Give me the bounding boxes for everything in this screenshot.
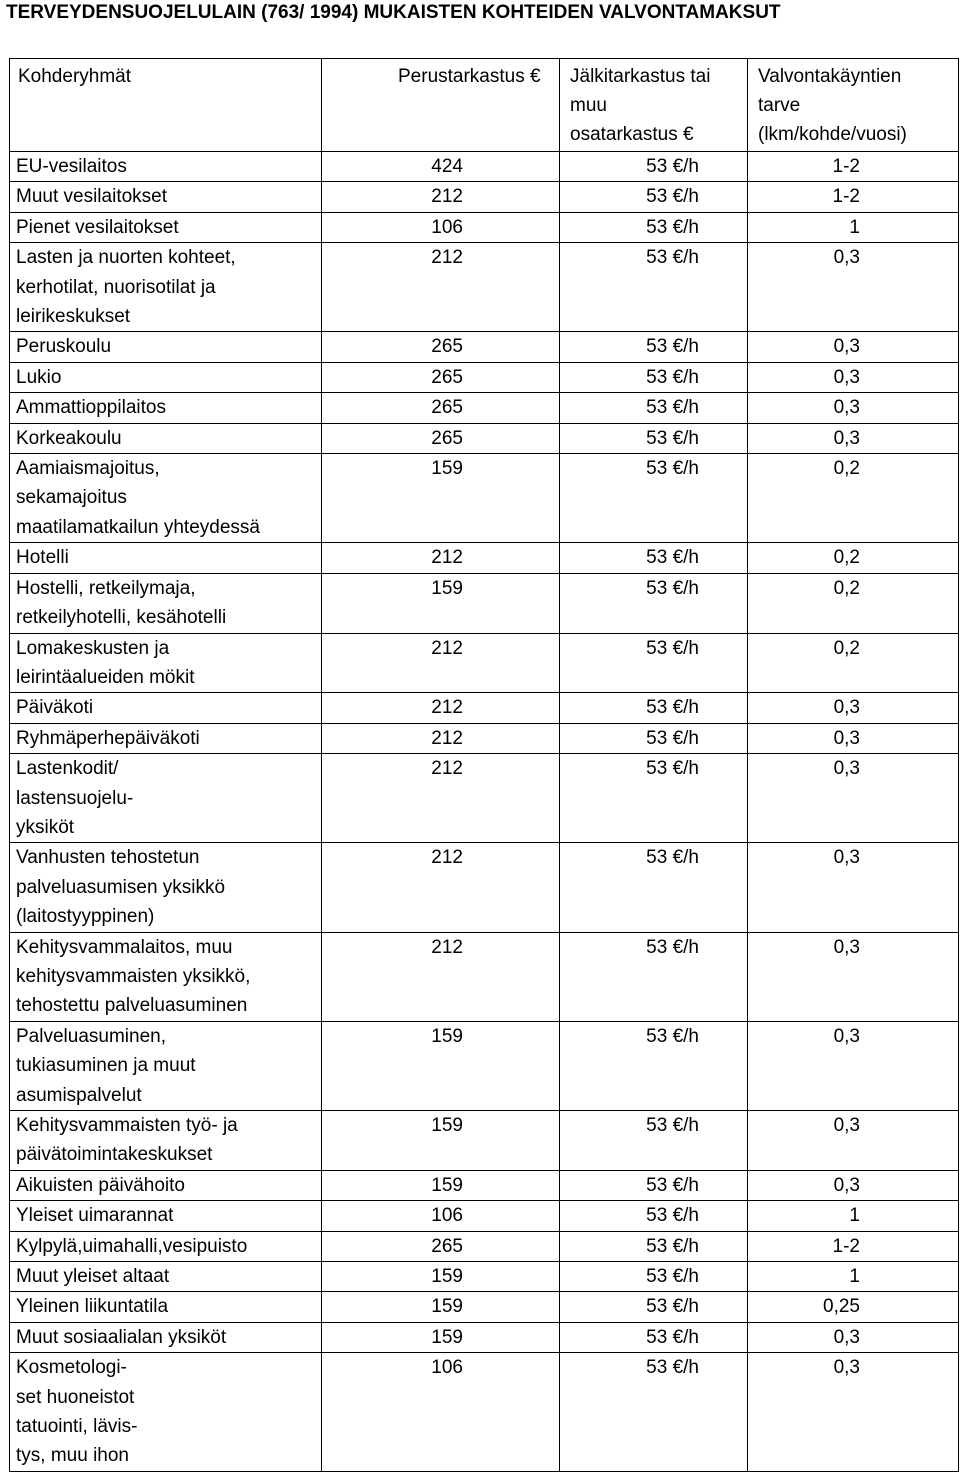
target-group-cell: Kosmetologi- set huoneistot tatuointi, lävis- tys, muu ihon <box>10 1353 322 1472</box>
follow-up-fee-cell: 53 €/h <box>560 1353 748 1472</box>
visit-frequency-cell: 1 <box>748 1262 959 1292</box>
table-row <box>10 152 959 182</box>
basic-inspection-fee-cell: 265 <box>322 393 560 423</box>
basic-inspection-fee-cell: 265 <box>322 1231 560 1261</box>
visit-frequency-cell: 0,3 <box>748 362 959 392</box>
visit-frequency-cell: 0,3 <box>748 693 959 723</box>
table-row <box>10 1111 959 1171</box>
table-row <box>10 543 959 573</box>
table-body <box>10 152 959 1472</box>
follow-up-fee-cell: 53 €/h <box>560 693 748 723</box>
follow-up-fee-cell: 53 €/h <box>560 1292 748 1322</box>
visit-frequency-cell: 0,3 <box>748 423 959 453</box>
target-group-cell: EU-vesilaitos <box>10 152 322 182</box>
basic-inspection-fee-cell: 212 <box>322 543 560 573</box>
target-group-cell: Ammattioppilaitos <box>10 393 322 423</box>
target-group-cell: Aikuisten päivähoito <box>10 1170 322 1200</box>
table-row <box>10 1231 959 1261</box>
table-row <box>10 1170 959 1200</box>
follow-up-fee-cell: 53 €/h <box>560 573 748 633</box>
follow-up-fee-cell: 53 €/h <box>560 332 748 362</box>
header-cell-perustarkastus: Perustarkastus € <box>322 59 560 152</box>
visit-frequency-cell: 0,3 <box>748 843 959 932</box>
follow-up-fee-cell: 53 €/h <box>560 152 748 182</box>
target-group-cell: Muut vesilaitokset <box>10 182 322 212</box>
table-row <box>10 1201 959 1231</box>
target-group-cell: Vanhusten tehostetun palveluasumisen yksikkö (laitostyyppinen) <box>10 843 322 932</box>
table-header-row <box>10 59 959 152</box>
follow-up-fee-cell: 53 €/h <box>560 754 748 843</box>
basic-inspection-fee-cell: 265 <box>322 423 560 453</box>
visit-frequency-cell: 1-2 <box>748 1231 959 1261</box>
table-row <box>10 182 959 212</box>
basic-inspection-fee-cell: 424 <box>322 152 560 182</box>
target-group-cell: Lasten ja nuorten kohteet, kerhotilat, nuorisotilat ja leirikeskukset <box>10 243 322 332</box>
target-group-cell: Lukio <box>10 362 322 392</box>
header-cell-valvontakaynnit: Valvontakäyntien tarve (lkm/kohde/vuosi) <box>748 59 959 152</box>
follow-up-fee-cell: 53 €/h <box>560 212 748 242</box>
visit-frequency-cell: 0,3 <box>748 932 959 1021</box>
target-group-cell: Yleiset uimarannat <box>10 1201 322 1231</box>
visit-frequency-cell: 0,3 <box>748 1353 959 1472</box>
target-group-cell: Pienet vesilaitokset <box>10 212 322 242</box>
table-row <box>10 573 959 633</box>
follow-up-fee-cell: 53 €/h <box>560 843 748 932</box>
basic-inspection-fee-cell: 265 <box>322 332 560 362</box>
visit-frequency-cell: 0,2 <box>748 633 959 693</box>
visit-frequency-cell: 1 <box>748 212 959 242</box>
visit-frequency-cell: 0,3 <box>748 1170 959 1200</box>
table-row <box>10 1322 959 1352</box>
follow-up-fee-cell: 53 €/h <box>560 1170 748 1200</box>
table-row <box>10 1021 959 1110</box>
target-group-cell: Kehitysvammaisten työ- ja päivätoimintakeskukset <box>10 1111 322 1171</box>
basic-inspection-fee-cell: 159 <box>322 1111 560 1171</box>
visit-frequency-cell: 0,3 <box>748 1322 959 1352</box>
target-group-cell: Yleinen liikuntatila <box>10 1292 322 1322</box>
follow-up-fee-cell: 53 €/h <box>560 362 748 392</box>
document-title: TERVEYDENSUOJELULAIN (763/ 1994) MUKAISTEN KOHTEIDEN VALVONTAMAKSUT <box>6 2 781 23</box>
follow-up-fee-cell: 53 €/h <box>560 723 748 753</box>
follow-up-fee-cell: 53 €/h <box>560 1201 748 1231</box>
target-group-cell: Korkeakoulu <box>10 423 322 453</box>
target-group-cell: Hotelli <box>10 543 322 573</box>
basic-inspection-fee-cell: 265 <box>322 362 560 392</box>
visit-frequency-cell: 0,3 <box>748 1111 959 1171</box>
table-row <box>10 332 959 362</box>
table-row <box>10 212 959 242</box>
table-row <box>10 1292 959 1322</box>
table-row <box>10 633 959 693</box>
visit-frequency-cell: 0,25 <box>748 1292 959 1322</box>
follow-up-fee-cell: 53 €/h <box>560 1262 748 1292</box>
header-cell-kohderyhmat: Kohderyhmät <box>10 59 322 152</box>
basic-inspection-fee-cell: 212 <box>322 932 560 1021</box>
target-group-cell: Aamiaismajoitus, sekamajoitus maatilamatkailun yhteydessä <box>10 454 322 543</box>
follow-up-fee-cell: 53 €/h <box>560 633 748 693</box>
visit-frequency-cell: 0,2 <box>748 573 959 633</box>
visit-frequency-cell: 0,3 <box>748 332 959 362</box>
visit-frequency-cell: 0,2 <box>748 454 959 543</box>
follow-up-fee-cell: 53 €/h <box>560 543 748 573</box>
visit-frequency-cell: 0,3 <box>748 1021 959 1110</box>
basic-inspection-fee-cell: 212 <box>322 754 560 843</box>
target-group-cell: Peruskoulu <box>10 332 322 362</box>
visit-frequency-cell: 0,3 <box>748 723 959 753</box>
target-group-cell: Palveluasuminen, tukiasuminen ja muut asumispalvelut <box>10 1021 322 1110</box>
table-row <box>10 932 959 1021</box>
follow-up-fee-cell: 53 €/h <box>560 454 748 543</box>
basic-inspection-fee-cell: 212 <box>322 633 560 693</box>
table-row <box>10 843 959 932</box>
follow-up-fee-cell: 53 €/h <box>560 243 748 332</box>
visit-frequency-cell: 1-2 <box>748 182 959 212</box>
table-row <box>10 393 959 423</box>
target-group-cell: Lomakeskusten ja leirintäalueiden mökit <box>10 633 322 693</box>
table-row <box>10 454 959 543</box>
follow-up-fee-cell: 53 €/h <box>560 1231 748 1261</box>
follow-up-fee-cell: 53 €/h <box>560 1021 748 1110</box>
follow-up-fee-cell: 53 €/h <box>560 1322 748 1352</box>
target-group-cell: Päiväkoti <box>10 693 322 723</box>
target-group-cell: Hostelli, retkeilymaja, retkeilyhotelli, kesähotelli <box>10 573 322 633</box>
visit-frequency-cell: 0,3 <box>748 393 959 423</box>
basic-inspection-fee-cell: 212 <box>322 182 560 212</box>
follow-up-fee-cell: 53 €/h <box>560 393 748 423</box>
visit-frequency-cell: 0,3 <box>748 243 959 332</box>
basic-inspection-fee-cell: 212 <box>322 843 560 932</box>
basic-inspection-fee-cell: 212 <box>322 723 560 753</box>
basic-inspection-fee-cell: 159 <box>322 1262 560 1292</box>
visit-frequency-cell: 0,2 <box>748 543 959 573</box>
basic-inspection-fee-cell: 159 <box>322 1322 560 1352</box>
follow-up-fee-cell: 53 €/h <box>560 1111 748 1171</box>
basic-inspection-fee-cell: 212 <box>322 693 560 723</box>
visit-frequency-cell: 1-2 <box>748 152 959 182</box>
basic-inspection-fee-cell: 159 <box>322 1021 560 1110</box>
table-row <box>10 723 959 753</box>
target-group-cell: Kehitysvammalaitos, muu kehitysvammaisten yksikkö, tehostettu palveluasuminen <box>10 932 322 1021</box>
table-row <box>10 423 959 453</box>
header-cell-jalkitarkastus: Jälkitarkastus tai muu osatarkastus € <box>560 59 748 152</box>
fee-table <box>9 58 959 1472</box>
visit-frequency-cell: 1 <box>748 1201 959 1231</box>
target-group-cell: Muut yleiset altaat <box>10 1262 322 1292</box>
basic-inspection-fee-cell: 159 <box>322 454 560 543</box>
basic-inspection-fee-cell: 106 <box>322 1201 560 1231</box>
basic-inspection-fee-cell: 212 <box>322 243 560 332</box>
basic-inspection-fee-cell: 159 <box>322 573 560 633</box>
table-row <box>10 1262 959 1292</box>
target-group-cell: Lastenkodit/ lastensuojelu- yksiköt <box>10 754 322 843</box>
follow-up-fee-cell: 53 €/h <box>560 182 748 212</box>
target-group-cell: Muut sosiaalialan yksiköt <box>10 1322 322 1352</box>
follow-up-fee-cell: 53 €/h <box>560 932 748 1021</box>
basic-inspection-fee-cell: 159 <box>322 1292 560 1322</box>
table-row <box>10 362 959 392</box>
basic-inspection-fee-cell: 106 <box>322 212 560 242</box>
target-group-cell: Kylpylä,uimahalli,vesipuisto <box>10 1231 322 1261</box>
basic-inspection-fee-cell: 106 <box>322 1353 560 1472</box>
target-group-cell: Ryhmäperhepäiväkoti <box>10 723 322 753</box>
follow-up-fee-cell: 53 €/h <box>560 423 748 453</box>
visit-frequency-cell: 0,3 <box>748 754 959 843</box>
basic-inspection-fee-cell: 159 <box>322 1170 560 1200</box>
table-row <box>10 243 959 332</box>
table-row <box>10 693 959 723</box>
table-row <box>10 754 959 843</box>
table-row <box>10 1353 959 1472</box>
